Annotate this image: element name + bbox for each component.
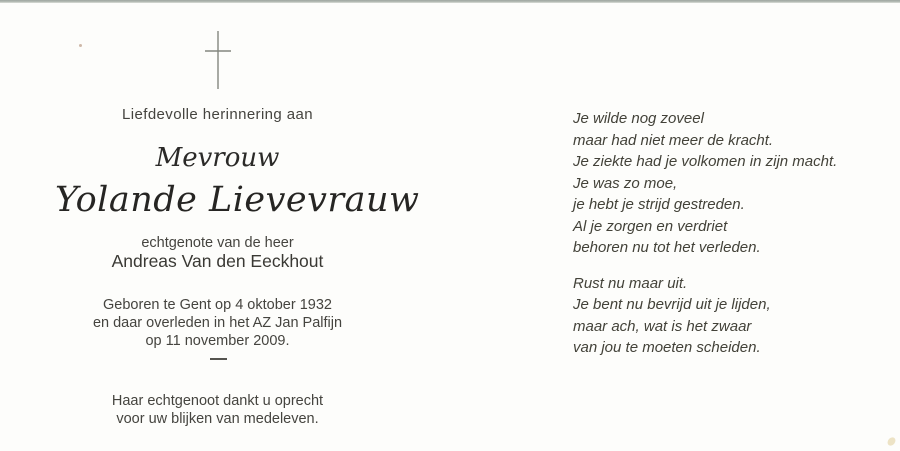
scan-artifact <box>79 44 82 47</box>
poem-line: Je wilde nog zoveel <box>573 110 704 127</box>
poem-line: Al je zorgen en verdriet <box>573 217 728 235</box>
poem-line: behoren nu tot het verleden. <box>573 239 761 256</box>
memorial-left-panel <box>55 0 420 451</box>
memorial-intro-line: Liefdevolle herinnering aan <box>122 106 313 123</box>
poem-line: Rust nu maar uit. <box>573 274 688 292</box>
poem-line: maar ach, wat is het zwaar <box>573 317 752 335</box>
cross-icon <box>55 30 380 95</box>
poem-line: maar had niet meer de kracht. <box>573 131 774 149</box>
poem-stanza-2 <box>573 273 873 359</box>
deceased-name: Yolande Lievevrauw <box>55 180 420 220</box>
memorial-poem <box>573 108 873 359</box>
acknowledgement-block <box>55 392 380 428</box>
poem-stanza-1 <box>573 108 873 259</box>
death-place-line: en daar overleden in het AZ Jan Palfijn <box>92 315 343 331</box>
poem-line: van jou te moeten scheiden. <box>573 339 761 356</box>
divider-dash <box>210 358 227 360</box>
poem-line: je hebt je strijd gestreden. <box>573 196 745 213</box>
relation-line: echtgenote van de heer <box>141 235 294 251</box>
birth-line: Geboren te Gent op 4 oktober 1932 <box>103 297 332 313</box>
poem-line: Je bent nu bevrijd uit je lijden, <box>573 296 771 313</box>
deceased-title: Mevrouw <box>155 143 280 173</box>
poem-line: Je was zo moe, <box>573 174 678 192</box>
scan-artifact <box>886 436 897 447</box>
acknowledgement-line-1: Haar echtgenoot dankt u oprecht <box>111 393 324 409</box>
spouse-name: Andreas Van den Eeckhout <box>111 251 324 271</box>
death-date-line: op 11 november 2009. <box>145 333 290 349</box>
poem-line: Je ziekte had je volkomen in zijn macht. <box>573 153 838 170</box>
life-dates-block <box>55 296 380 350</box>
acknowledgement-line-2: voor uw blijken van medeleven. <box>116 411 319 427</box>
